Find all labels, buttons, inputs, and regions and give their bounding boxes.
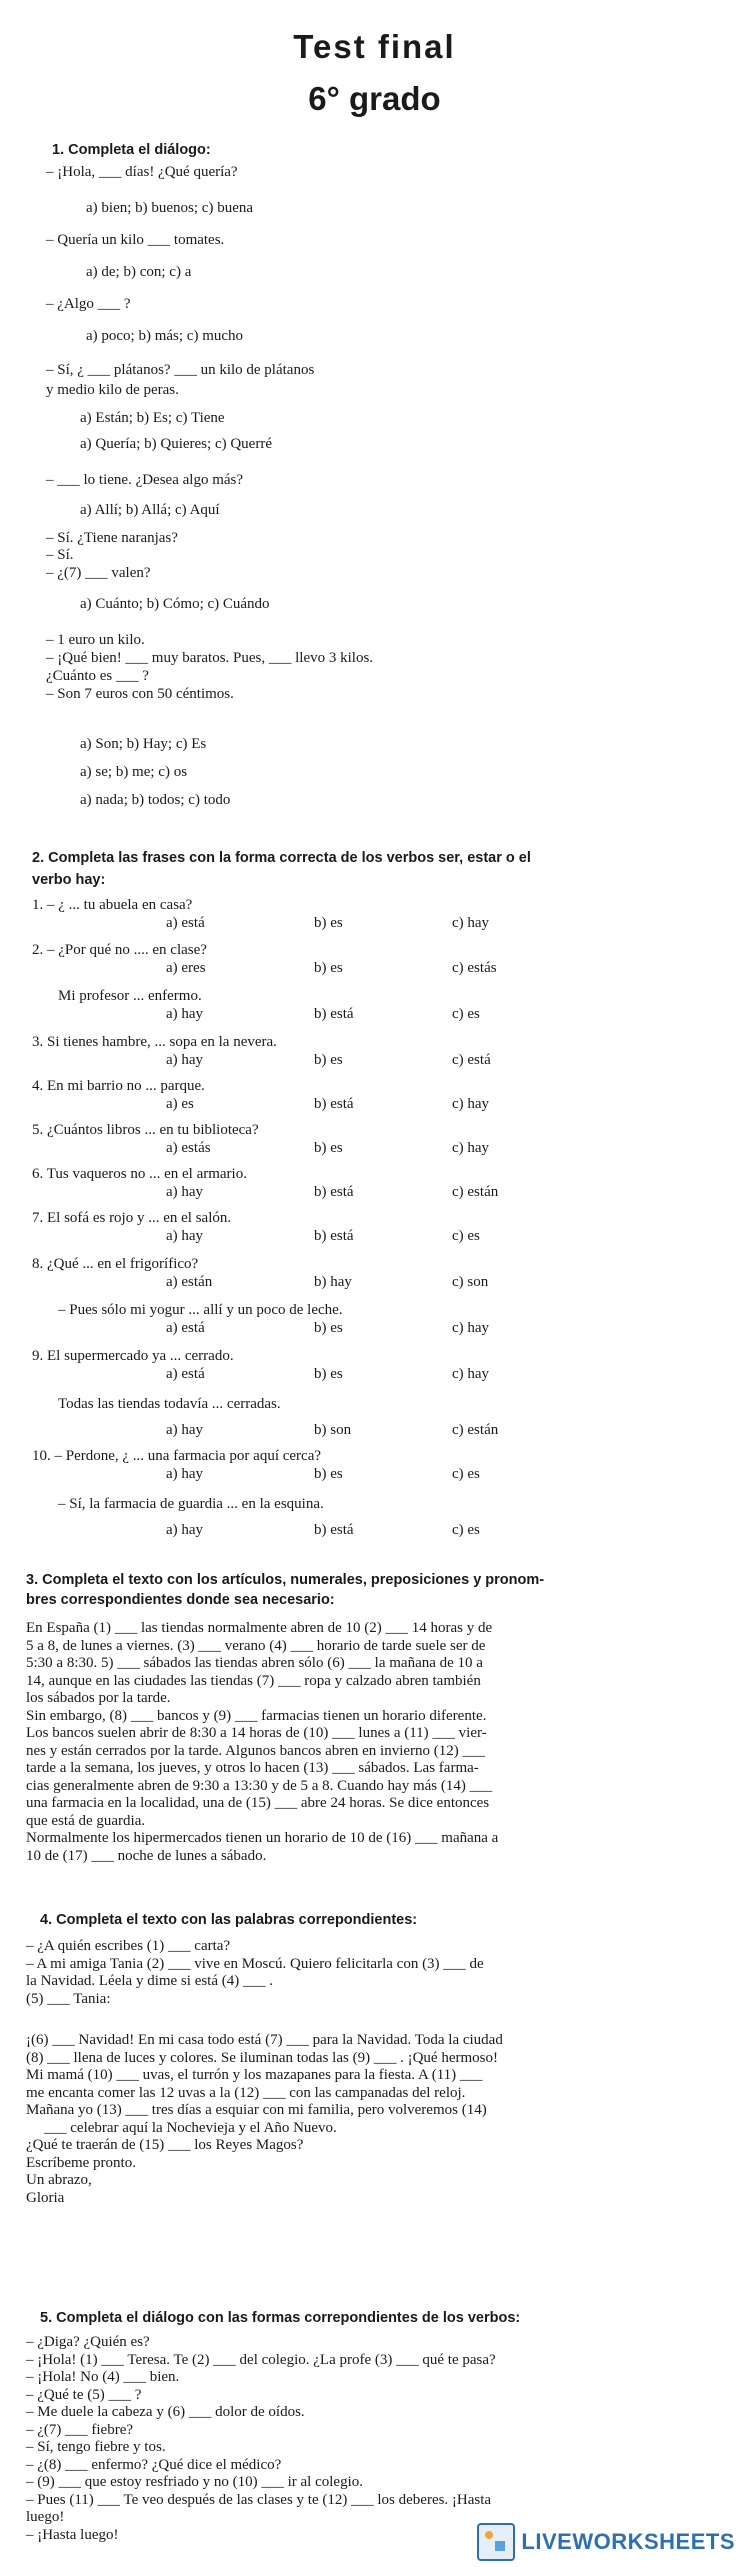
s3-line: que está de guardia. — [26, 1812, 146, 1829]
s2-option-a: a) están — [166, 1274, 213, 1290]
s2-option-a: a) está — [166, 915, 205, 931]
s5-line: – ¿(7) ___ fiebre? — [26, 2421, 134, 2438]
s2-question: 9. El supermercado ya ... cerrado. — [32, 1348, 234, 1364]
s4-line: (5) ___ Tania: — [26, 1990, 111, 2007]
s5-line: – Pues (11) ___ Te veo después de las clases y te (12) ___ los deberes. ¡Hasta — [26, 2491, 492, 2508]
s2-option-c: c) es — [452, 1006, 480, 1022]
s4-line: la Navidad. Léela y dime si está (4) ___ . — [26, 1973, 274, 1989]
s4-letter-line: Mañana yo (13) ___ tres días a esquiar con mi familia, pero volveremos (14) — [26, 2102, 487, 2118]
s4-letter-line: Gloria — [26, 2189, 65, 2206]
s2-option-c: c) hay — [452, 1140, 490, 1156]
section-2-heading: 2. Completa las frases con la forma correcta de los verbos ser, estar o el — [32, 850, 531, 866]
s3-line: Sin embargo, (8) ___ bancos y (9) ___ farmacias tienen un horario diferente. — [26, 1707, 487, 1724]
s1-options: a) de; b) con; c) a — [86, 264, 192, 280]
s2-question: 5. ¿Cuántos libros ... en tu biblioteca? — [32, 1122, 259, 1138]
s1-line: – Son 7 euros con 50 céntimos. — [46, 686, 234, 702]
s3-line: En España (1) ___ las tiendas normalmente abren de 10 (2) ___ 14 horas y de — [26, 1620, 493, 1636]
s3-line: 5:30 a 8:30. 5) ___ sábados las tiendas abren sólo (6) ___ la mañana de 10 a — [26, 1655, 483, 1671]
s4-letter-line: Escríbeme pronto. — [26, 2154, 136, 2171]
s4-letter-line: (8) ___ llena de luces y colores. Se iluminan todas las (9) ___ . ¡Qué hermoso! — [26, 2049, 498, 2066]
page-title: Test final — [293, 28, 456, 65]
s2-option-a: a) hay — [166, 1228, 204, 1244]
s1-options: a) poco; b) más; c) mucho — [86, 328, 244, 344]
s2-option-b: b) hay — [314, 1274, 352, 1290]
s2-option-c: c) estás — [452, 960, 497, 976]
s4-letter-line: ¡(6) ___ Navidad! En mi casa todo está (7) ___ para la Navidad. Toda la ciudad — [26, 2032, 503, 2048]
s2-option-b: b) es — [314, 1320, 343, 1336]
s1-line: – Sí. ¿Tiene naranjas? — [46, 530, 178, 546]
s4-letter-line: Un abrazo, — [26, 2172, 92, 2188]
s1-options: a) Son; b) Hay; c) Es — [80, 736, 207, 752]
liveworksheets-logo-text: LIVEWORKSHEETS — [521, 2529, 735, 2554]
s3-line: una farmacia en la localidad, una de (15) ___ abre 24 horas. Se dice entonces — [26, 1795, 490, 1811]
s2-option-a: a) hay — [166, 1422, 204, 1438]
s2-option-b: b) es — [314, 960, 343, 976]
s1-line: – Sí, ¿ ___ plátanos? ___ un kilo de plátanos — [46, 362, 315, 378]
s2-option-c: c) hay — [452, 1366, 490, 1382]
s2-option-b: b) está — [314, 1096, 354, 1112]
s2-option-b: b) está — [314, 1184, 354, 1200]
s2-option-a: a) estás — [166, 1140, 211, 1156]
s1-line: – ¡Qué bien! ___ muy baratos. Pues, ___ llevo 3 kilos. — [46, 650, 374, 666]
s5-line: – ¡Hasta luego! — [26, 2526, 119, 2543]
s2-option-b: b) está — [314, 1006, 354, 1022]
s2-option-a: a) hay — [166, 1184, 204, 1200]
s3-line: Normalmente los hipermercados tienen un horario de 10 de (16) ___ mañana a — [26, 1830, 499, 1846]
s5-line: – ¡Hola! No (4) ___ bien. — [26, 2369, 180, 2385]
s4-letter-line: me encanta comer las 12 uvas a la (12) ___ con las campanadas del reloj. — [26, 2084, 466, 2101]
liveworksheets-logo-icon — [477, 2523, 515, 2561]
s1-line: – ¿(7) ___ valen? — [46, 565, 151, 581]
s2-option-c: c) están — [452, 1422, 499, 1438]
s4-line: – A mi amiga Tania (2) ___ vive en Moscú. Quiero felicitarla con (3) ___ de — [26, 1955, 484, 1972]
s3-line: 10 de (17) ___ noche de lunes a sábado. — [26, 1847, 267, 1864]
s2-option-c: c) es — [452, 1522, 480, 1538]
s5-line: – Me duele la cabeza y (6) ___ dolor de oídos. — [26, 2404, 305, 2420]
s2-option-c: c) es — [452, 1228, 480, 1244]
s2-option-a: a) hay — [166, 1006, 204, 1022]
s2-option-c: c) son — [452, 1274, 489, 1290]
s1-line: – ¿Algo ___ ? — [46, 296, 131, 312]
s2-option-b: b) está — [314, 1228, 354, 1244]
s5-line: – Sí, tengo fiebre y tos. — [26, 2439, 166, 2455]
s2-option-c: c) hay — [452, 915, 490, 931]
page-subtitle: 6° grado — [308, 80, 441, 117]
s5-line: – ¿Diga? ¿Quién es? — [26, 2334, 150, 2350]
s3-line: nes y están cerrados por la tarde. Algunos bancos abren en invierno (12) ___ — [26, 1742, 486, 1759]
s2-option-b: b) está — [314, 1522, 354, 1538]
s2-option-c: c) hay — [452, 1320, 490, 1336]
s5-line: – ¿(8) ___ enfermo? ¿Qué dice el médico? — [26, 2456, 282, 2473]
s5-line: – ¿Qué te (5) ___ ? — [26, 2386, 142, 2403]
s2-option-a: a) hay — [166, 1466, 204, 1482]
s5-line: – ¡Hola! (1) ___ Teresa. Te (2) ___ del colegio. ¿La profe (3) ___ qué te pasa? — [26, 2351, 496, 2368]
s2-option-c: c) es — [452, 1466, 480, 1482]
s1-line: – Sí. — [46, 547, 74, 563]
s2-option-a: a) está — [166, 1366, 205, 1382]
s2-option-c: c) están — [452, 1184, 499, 1200]
s2-question: 3. Si tienes hambre, ... sopa en la nevera. — [32, 1034, 277, 1050]
s2-question: Todas las tiendas todavía ... cerradas. — [58, 1396, 281, 1412]
s1-options: a) se; b) me; c) os — [80, 764, 188, 780]
s1-options: a) bien; b) buenos; c) buena — [86, 200, 254, 216]
section-5-heading: 5. Completa el diálogo con las formas correpondientes de los verbos: — [40, 2310, 521, 2326]
s2-question: 4. En mi barrio no ... parque. — [32, 1078, 205, 1094]
s3-line: cias generalmente abren de 9:30 a 13:30 y de 5 a 8. Cuando hay más (14) ___ — [26, 1777, 493, 1794]
s2-option-b: b) es — [314, 1140, 343, 1156]
s1-options: a) Quería; b) Quieres; c) Querré — [80, 436, 272, 452]
s1-options: a) Cuánto; b) Cómo; c) Cuándo — [80, 596, 270, 612]
s2-question: 1. – ¿ ... tu abuela en casa? — [32, 897, 193, 913]
s4-letter-line: Mi mamá (10) ___ uvas, el turrón y los mazapanes para la fiesta. A (11) ___ — [26, 2067, 483, 2083]
s1-line: – ¡Hola, ___ días! ¿Qué quería? — [46, 164, 238, 180]
s2-option-b: b) es — [314, 915, 343, 931]
s4-letter-line: ___ celebrar aquí la Nochevieja y el Año Nuevo. — [44, 2119, 337, 2136]
s2-option-a: a) hay — [166, 1052, 204, 1068]
s3-line: Los bancos suelen abrir de 8:30 a 14 horas de (10) ___ lunes a (11) ___ vier- — [26, 1725, 487, 1741]
liveworksheets-logo[interactable] — [477, 2523, 735, 2561]
s2-question: 2. – ¿Por qué no .... en clase? — [32, 942, 207, 958]
s2-option-b: b) es — [314, 1466, 343, 1482]
s3-line: los sábados por la tarde. — [26, 1690, 171, 1706]
s2-question: 6. Tus vaqueros no ... en el armario. — [32, 1166, 247, 1182]
s2-question: 8. ¿Qué ... en el frigorífico? — [32, 1256, 199, 1272]
s2-option-c: c) hay — [452, 1096, 490, 1112]
s2-question: – Sí, la farmacia de guardia ... en la esquina. — [58, 1496, 324, 1512]
section-5-dialog — [26, 2334, 736, 2544]
s1-line: y medio kilo de peras. — [46, 382, 179, 398]
s2-question: Mi profesor ... enfermo. — [58, 988, 202, 1004]
s1-line: – 1 euro un kilo. — [46, 632, 145, 648]
section-4-heading: 4. Completa el texto con las palabras correpondientes: — [40, 1912, 418, 1928]
s1-line: – ___ lo tiene. ¿Desea algo más? — [46, 472, 244, 488]
s4-letter-line: ¿Qué te traerán de (15) ___ los Reyes Magos? — [26, 2137, 304, 2153]
s1-options: a) Están; b) Es; c) Tiene — [80, 410, 225, 426]
s2-option-b: b) es — [314, 1366, 343, 1382]
s2-question: 10. – Perdone, ¿ ... una farmacia por aquí cerca? — [32, 1448, 322, 1464]
s3-line: tarde a la semana, los jueves, y otros lo hacen (13) ___ sábados. Las farma- — [26, 1760, 479, 1776]
s2-option-b: b) es — [314, 1052, 343, 1068]
s2-option-a: a) está — [166, 1320, 205, 1336]
s3-line: 5 a 8, de lunes a viernes. (3) ___ verano (4) ___ horario de tarde suele ser de — [26, 1637, 486, 1654]
section-2-heading-cont: verbo hay: — [32, 872, 106, 888]
s2-question: 7. El sofá es rojo y ... en el salón. — [32, 1210, 232, 1226]
section-4-dialog — [26, 1938, 736, 2008]
s5-line: luego! — [26, 2509, 65, 2525]
s2-option-c: c) está — [452, 1052, 491, 1068]
s2-option-a: a) es — [166, 1096, 194, 1112]
s2-option-b: b) son — [314, 1422, 352, 1438]
s1-options: a) Allí; b) Allá; c) Aquí — [80, 502, 220, 518]
s4-line: – ¿A quién escribes (1) ___ carta? — [26, 1938, 231, 1954]
s2-option-a: a) hay — [166, 1522, 204, 1538]
s3-line: 14, aunque en las ciudades las tiendas (7) ___ ropa y calzado abren también — [26, 1672, 481, 1689]
section-3-heading: 3. Completa el texto con los artículos, numerales, preposiciones y pronom- — [26, 1572, 545, 1588]
s2-option-a: a) eres — [166, 960, 206, 976]
s1-line: – Quería un kilo ___ tomates. — [46, 232, 225, 248]
section-3-text — [26, 1620, 736, 1865]
section-3-heading-cont: bres correspondientes donde sea necesario: — [26, 1592, 335, 1608]
section-4-letter — [26, 2032, 736, 2207]
s2-question: – Pues sólo mi yogur ... allí y un poco de leche. — [58, 1302, 343, 1318]
section-1-heading: 1. Completa el diálogo: — [52, 142, 211, 158]
s1-line: ¿Cuánto es ___ ? — [46, 668, 149, 684]
s5-line: – (9) ___ que estoy resfriado y no (10) ___ ir al colegio. — [26, 2474, 363, 2490]
s1-options: a) nada; b) todos; c) todo — [80, 792, 231, 808]
